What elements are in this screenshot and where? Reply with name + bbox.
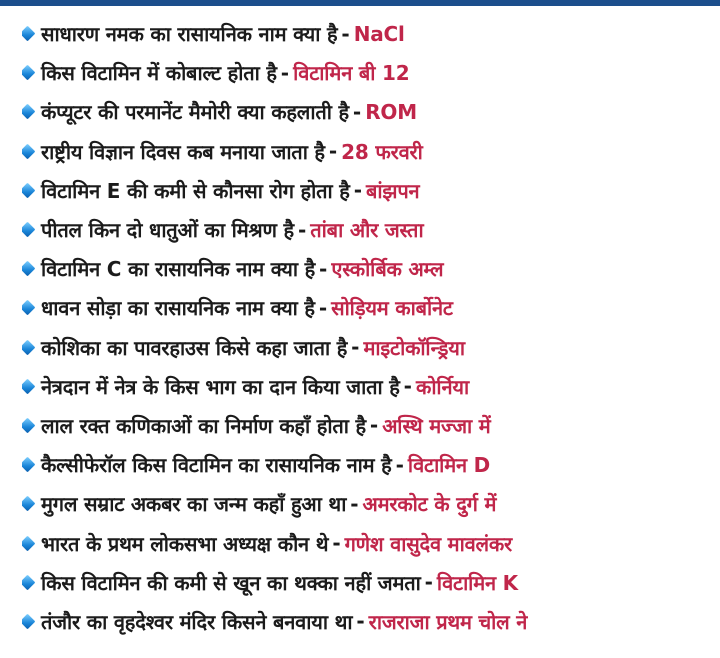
separator: - — [395, 452, 404, 477]
answer-text: राजराजा प्रथम चोल ने — [368, 609, 528, 634]
answer-text: अस्थि मज्जा में — [382, 413, 491, 438]
blue-diamond-icon — [22, 143, 35, 159]
answer-text: विटामिन D — [407, 453, 491, 478]
question-text: राष्ट्रीय विज्ञान दिवस कब मनाया जाता है — [41, 139, 325, 164]
blue-diamond-icon — [22, 418, 35, 434]
list-item — [22, 445, 712, 484]
blue-diamond-icon — [22, 535, 35, 551]
blue-diamond-icon — [22, 26, 35, 42]
separator: - — [356, 609, 365, 634]
separator: - — [341, 21, 350, 46]
answer-text: एस्कोर्बिक अम्ल — [331, 257, 444, 282]
blue-diamond-icon — [22, 379, 35, 395]
separator: - — [403, 374, 412, 399]
blue-diamond-icon — [22, 65, 35, 81]
question-text: विटामिन C का रासायनिक नाम क्या है — [41, 257, 316, 282]
blue-diamond-icon — [22, 496, 35, 512]
list-item — [22, 249, 712, 288]
answer-text: अमरकोट के दुर्ग में — [362, 492, 497, 517]
question-text: नेत्रदान में नेत्र के किस भाग का दान किया जाता है — [41, 374, 400, 399]
answer-text: कोर्निया — [415, 374, 469, 399]
qa-list — [22, 14, 712, 641]
question-text: किस विटामिन की कमी से खून का थक्का नहीं जमता — [41, 570, 421, 595]
separator: - — [297, 217, 307, 242]
answer-text: विटामिन बी 12 — [293, 61, 410, 86]
blue-diamond-icon — [22, 574, 35, 590]
question-text: पीतल किन दो धातुओं का मिश्रण है — [41, 218, 294, 243]
blue-diamond-icon — [22, 183, 35, 199]
blue-diamond-icon — [22, 300, 35, 316]
question-text: मुगल सम्राट अकबर का जन्म कहाँ हुआ था — [41, 492, 347, 517]
blue-diamond-icon — [22, 614, 35, 630]
answer-text: माइटोकॉन्ड्रिया — [363, 335, 465, 360]
blue-diamond-icon — [22, 457, 35, 473]
question-text: कैल्सीफेरॉल किस विटामिन का रासायनिक नाम है — [41, 453, 392, 478]
separator: - — [369, 413, 379, 438]
question-text: साधारण नमक का रासायनिक नाम क्या है — [41, 22, 338, 47]
question-text: कंप्यूटर की परमानेंट मैमोरी क्या कहलाती है — [41, 100, 349, 125]
list-item — [22, 602, 712, 641]
list-item — [22, 484, 712, 523]
separator: - — [424, 570, 433, 595]
blue-diamond-icon — [22, 261, 35, 277]
question-text: भारत के प्रथम लोकसभा अध्यक्ष कौन थे — [41, 531, 329, 556]
question-text: लाल रक्त कणिकाओं का निर्माण कहाँ होता है — [41, 413, 366, 438]
answer-text: बांझपन — [366, 178, 420, 203]
answer-text: 28 फरवरी — [341, 139, 423, 164]
separator: - — [319, 256, 328, 281]
separator: - — [352, 99, 362, 124]
list-item — [22, 92, 712, 131]
answer-text: गणेश वासुदेव मावलंकर — [344, 531, 512, 556]
list-item — [22, 328, 712, 367]
question-text: विटामिन E की कमी से कौनसा रोग होता है — [41, 178, 350, 203]
list-item — [22, 367, 712, 406]
top-border — [0, 0, 720, 6]
question-text: धावन सोड़ा का रासायनिक नाम क्या है — [41, 296, 315, 321]
answer-text: ROM — [365, 99, 417, 124]
separator: - — [328, 139, 338, 164]
separator: - — [332, 531, 341, 556]
list-item — [22, 523, 712, 562]
separator: - — [351, 335, 360, 360]
blue-diamond-icon — [22, 104, 35, 120]
question-text: किस विटामिन में कोबाल्ट होता है — [41, 61, 277, 86]
answer-text: तांबा और जस्ता — [310, 218, 424, 243]
list-item — [22, 563, 712, 602]
answer-text: NaCl — [353, 21, 405, 46]
list-item — [22, 53, 712, 92]
separator: - — [350, 491, 359, 516]
question-text: कोशिका का पावरहाउस किसे कहा जाता है — [41, 335, 348, 360]
blue-diamond-icon — [22, 222, 35, 238]
list-item — [22, 210, 712, 249]
separator: - — [318, 295, 328, 320]
list-item — [22, 406, 712, 445]
answer-text: सोड़ियम कार्बोनेट — [331, 296, 453, 321]
blue-diamond-icon — [22, 339, 35, 355]
question-text: तंजौर का वृहदेश्वर मंदिर किसने बनवाया था — [41, 609, 353, 634]
list-item — [22, 171, 712, 210]
list-item — [22, 288, 712, 327]
list-item — [22, 14, 712, 53]
answer-text: विटामिन K — [436, 570, 518, 595]
separator: - — [353, 178, 362, 203]
list-item — [22, 132, 712, 171]
separator: - — [280, 60, 290, 85]
